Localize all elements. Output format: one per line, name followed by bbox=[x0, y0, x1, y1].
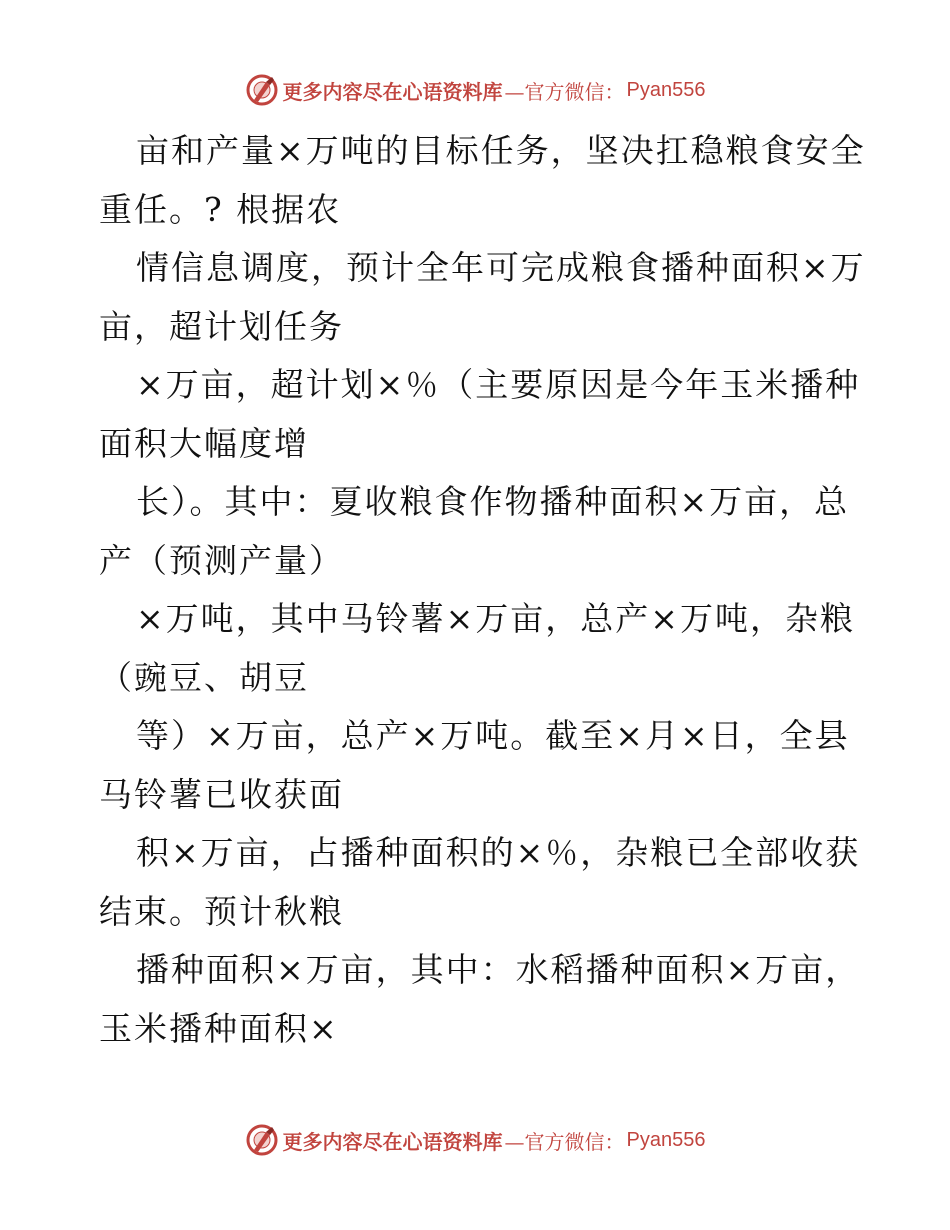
body-line: 亩，超计划任务 bbox=[99, 306, 344, 346]
footer-separator: —官方微信： bbox=[504, 1129, 625, 1154]
body-line: 长）。其中：夏收粮食作物播种面积×万亩，总 bbox=[136, 482, 850, 521]
header-title: 更多内容尽在心语资料库 bbox=[282, 79, 503, 104]
body-line: 产（预测产量） bbox=[99, 540, 344, 580]
document-body bbox=[99, 122, 866, 1058]
body-line: 等）×万亩，总产×万吨。截至×月×日，全县 bbox=[136, 716, 850, 755]
body-line: 情信息调度，预计全年可完成粮食播种面积×万 bbox=[136, 248, 866, 287]
body-line: 播种面积×万亩，其中：水稻播种面积×万亩， bbox=[136, 950, 861, 989]
body-line: 马铃薯已收获面 bbox=[99, 774, 344, 814]
body-line: （豌豆、胡豆 bbox=[99, 657, 309, 697]
footer-wechat-id: Pyan556 bbox=[626, 1128, 706, 1151]
pen-nib-icon bbox=[245, 73, 279, 107]
body-line: ×万亩，超计划×％（主要原因是今年玉米播种 bbox=[136, 365, 861, 404]
body-line: ×万吨，其中马铃薯×万亩，总产×万吨，杂粮 bbox=[136, 599, 855, 638]
footer-banner bbox=[0, 1120, 950, 1160]
header-separator: —官方微信： bbox=[504, 79, 625, 104]
body-line: 面积大幅度增 bbox=[99, 423, 309, 463]
body-line: 重任。? 根据农 bbox=[99, 189, 342, 229]
header-banner bbox=[0, 70, 950, 110]
body-line: 玉米播种面积× bbox=[99, 1008, 339, 1048]
body-line: 结束。预计秋粮 bbox=[99, 891, 344, 931]
header-wechat-id: Pyan556 bbox=[626, 78, 706, 101]
pen-nib-icon bbox=[245, 1123, 279, 1157]
body-line: 亩和产量×万吨的目标任务，坚决扛稳粮食安全 bbox=[136, 131, 866, 170]
body-line: 积×万亩，占播种面积的×％，杂粮已全部收获 bbox=[136, 833, 861, 872]
footer-title: 更多内容尽在心语资料库 bbox=[282, 1129, 503, 1154]
